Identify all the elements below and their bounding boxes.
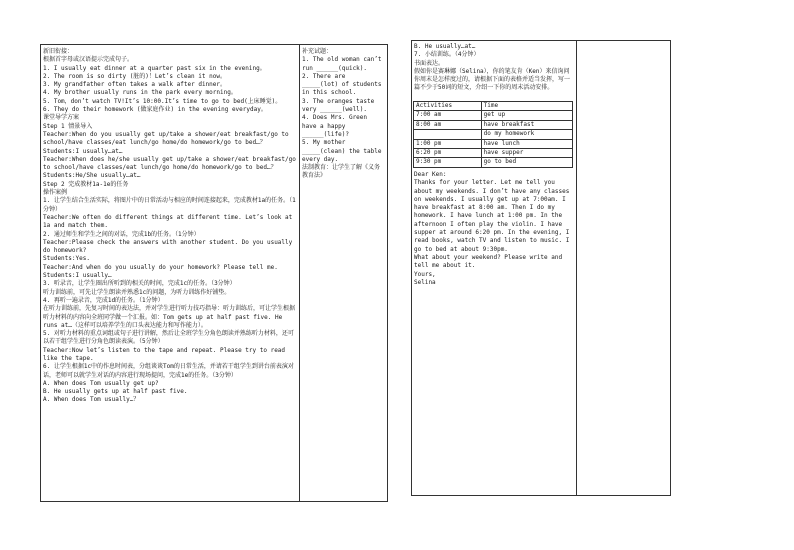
table-header-cell: Time	[481, 102, 572, 111]
supplementary-exercises-column	[302, 48, 384, 498]
lesson-line: 5. Tom，don’t watch TV!It’s 10:00.It’s time to go to bed(上床睡觉)。	[43, 97, 282, 105]
lesson-line: 在听力训练前，先复习时间的表达法，并对学生进行听力技巧指导：听力训练后，可让学生根据听力材料的内容向全班同学做一个汇报。如：Tom gets up at half past five. He runs at…（这样可以培养学生的口头表达能力和写作能力）。	[43, 305, 296, 329]
letter-line: Selina	[414, 278, 436, 286]
lesson-line: 课堂导学方案	[43, 114, 80, 122]
table-cell: do my homework	[481, 130, 572, 139]
table-cell: 8:00 am	[414, 120, 482, 129]
lesson-line: 4. 再听一遍录音，完成1d的任务。（1分钟）	[43, 296, 164, 304]
lesson-line: Teacher:Now let’s listen to the tape and repeat. Please try to read like the tape.	[43, 346, 289, 362]
table-row	[414, 130, 573, 139]
lesson-line: 3. 听录音，让学生圈出所听到的相关的时间，完成1c的任务。（3分钟）	[43, 280, 236, 288]
table-cell: 1:00 pm	[414, 139, 482, 148]
lesson-line: Step 2 完成教材1a-1e的任务	[43, 180, 129, 188]
letter-line: What about your weekend? Please write and tell me about it.	[414, 253, 566, 270]
lesson-line: A. When does Tom usually…？	[43, 396, 140, 404]
table-row	[414, 111, 573, 120]
table-row	[414, 149, 573, 158]
lesson-line: Teacher:We often do different things at different time. Let’s look at 1a and match them.	[43, 213, 296, 230]
lesson-line: 2. 通过师生和学生之间的对话，完成1b的任务。（1分钟）	[43, 230, 200, 238]
lesson-line: Students:I usually…at…	[43, 147, 123, 155]
exercise-line: 法制教育：让学生了解《义务教育法》	[302, 164, 381, 180]
lesson-line: 根据首字母或汉语提示完成句子。	[43, 56, 134, 64]
lesson-line: Teacher:When do you usually get up/take a shower/eat breakfast/go to school/have classes/eat lunch/go home/do homework/go to bed…？	[43, 130, 293, 147]
lesson-line: B. He usually gets up at half past five.	[43, 388, 188, 396]
exercise-line: 4. Does Mrs. Green have a happy ______(life)?	[302, 114, 371, 138]
exercise-line: 1. The old woman can’t run ______(quick).	[302, 56, 386, 72]
lesson-line: 2. The room is so dirty (脏的)！Let’s clean it now。	[43, 72, 226, 80]
table-header-row	[414, 102, 573, 111]
table-cell: 7:00 am	[414, 111, 482, 120]
lesson-line: 5. 对听力材料的重点词组或句子进行讲解，然后让全班学生分角色朗读并熟练听力材料，还可以若干组学生进行分角色朗读表演。（5分钟）	[43, 330, 294, 346]
lesson-line: Step 1 情景导入	[43, 122, 93, 130]
exercise-line: 2. There are _____(lot) of students in this school.	[302, 72, 386, 97]
lesson-line: 1. I usually eat dinner at a quarter past six in the evening。	[43, 64, 266, 72]
table-cell: go to bed	[481, 158, 572, 167]
sample-letter	[414, 171, 574, 286]
lesson-line: 3. My grandfather often takes a walk after dinner。	[43, 81, 227, 89]
lesson-line: Teacher:When does he/she usually get up/take a shower/eat breakfast/go to school/have classes/eat lunch/go home/do homework/go to bed…？	[43, 155, 300, 172]
lesson-line: Teacher:And when do you usually do your homework? Please tell me.	[43, 263, 278, 271]
exercise-line: 3. The oranges taste very ______(well).	[302, 97, 378, 114]
table-cell: get up	[481, 111, 572, 120]
activity-schedule-table	[413, 101, 573, 168]
lesson-line: 6. 让学生根据1c中的作息时间表，分组谈谈Tom的日常生活，并请若干组学生到讲台前表演对话，老师可以就学生对话的内容进行现场提问，完成1e的任务。（3分钟）	[43, 363, 294, 379]
task-line: 书面表达。	[414, 59, 445, 67]
letter-line: Thanks for your letter. Let me tell you about my weekends. I don’t have any classes on weekends. I usually get up at 7:00am. I have breakfast at 8:00 am. Then I do my homework. I have lunch at 1:00 pm. In the afternoon I often play the violin. I have supper at around 6:20 pm. In the evening, I read books, watch TV and listen to music. I go to bed at about 9:30pm.	[414, 179, 573, 253]
left-column-divider	[299, 44, 300, 501]
lesson-line: 听力训练前，可先让学生朗读并熟悉1c的问题，为听力训练作好铺垫。	[43, 288, 231, 296]
exercise-line: 5. My mother _____(clean) the table every day.	[302, 139, 386, 163]
lesson-line: 4. My brother usually runs in the park every morning。	[43, 89, 237, 97]
lesson-line: 6. They do their homework (做家庭作业) in the evening everyday。	[43, 106, 267, 114]
task-line: 7. 小结训练。（4分钟）	[414, 51, 480, 59]
lesson-line: A. When does Tom usually get up?	[43, 379, 159, 387]
table-row	[414, 139, 573, 148]
table-row	[414, 120, 573, 129]
lesson-line: Students:I usually…	[43, 272, 112, 280]
lesson-plan-column	[43, 48, 300, 498]
table-cell	[414, 130, 482, 139]
letter-line: Yours,	[414, 270, 436, 278]
lesson-line: 新旧衔接：	[43, 48, 74, 55]
right-column-divider	[576, 40, 577, 495]
table-cell: have lunch	[481, 139, 572, 148]
exercise-line: 补充试题：	[302, 48, 333, 55]
table-cell: have breakfast	[481, 120, 572, 129]
table-cell: 6:20 pm	[414, 149, 482, 158]
table-header-cell: Activities	[414, 102, 482, 111]
lesson-line: Students:He/She usually…at…	[43, 172, 141, 180]
lesson-line: 1. 让学生结合生活实际，将图片中的日常活动与相应的时间连接起来，完成教材1a的任务。（1分钟）	[43, 197, 296, 213]
writing-task-text	[414, 43, 574, 99]
lesson-line: Students:Yes.	[43, 255, 90, 263]
task-line: B. He usually…at…	[414, 43, 476, 50]
table-cell: 9:30 pm	[414, 158, 482, 167]
table-cell: have supper	[481, 149, 572, 158]
task-line: 假如你是赛琳娜（Selina），你的笔友肯（Ken）来信询问你周末是怎样度过的，请根据下面的表格并适当发挥，写一篇不少于50词的短文，介绍一下你的周末活动安排。	[414, 67, 571, 92]
table-row	[414, 158, 573, 167]
letter-line: Dear Ken:	[414, 171, 447, 178]
lesson-line: Teacher:Please check the answers with another student. Do you usually do homework?	[43, 238, 296, 255]
lesson-line: 操作案例	[43, 189, 68, 197]
